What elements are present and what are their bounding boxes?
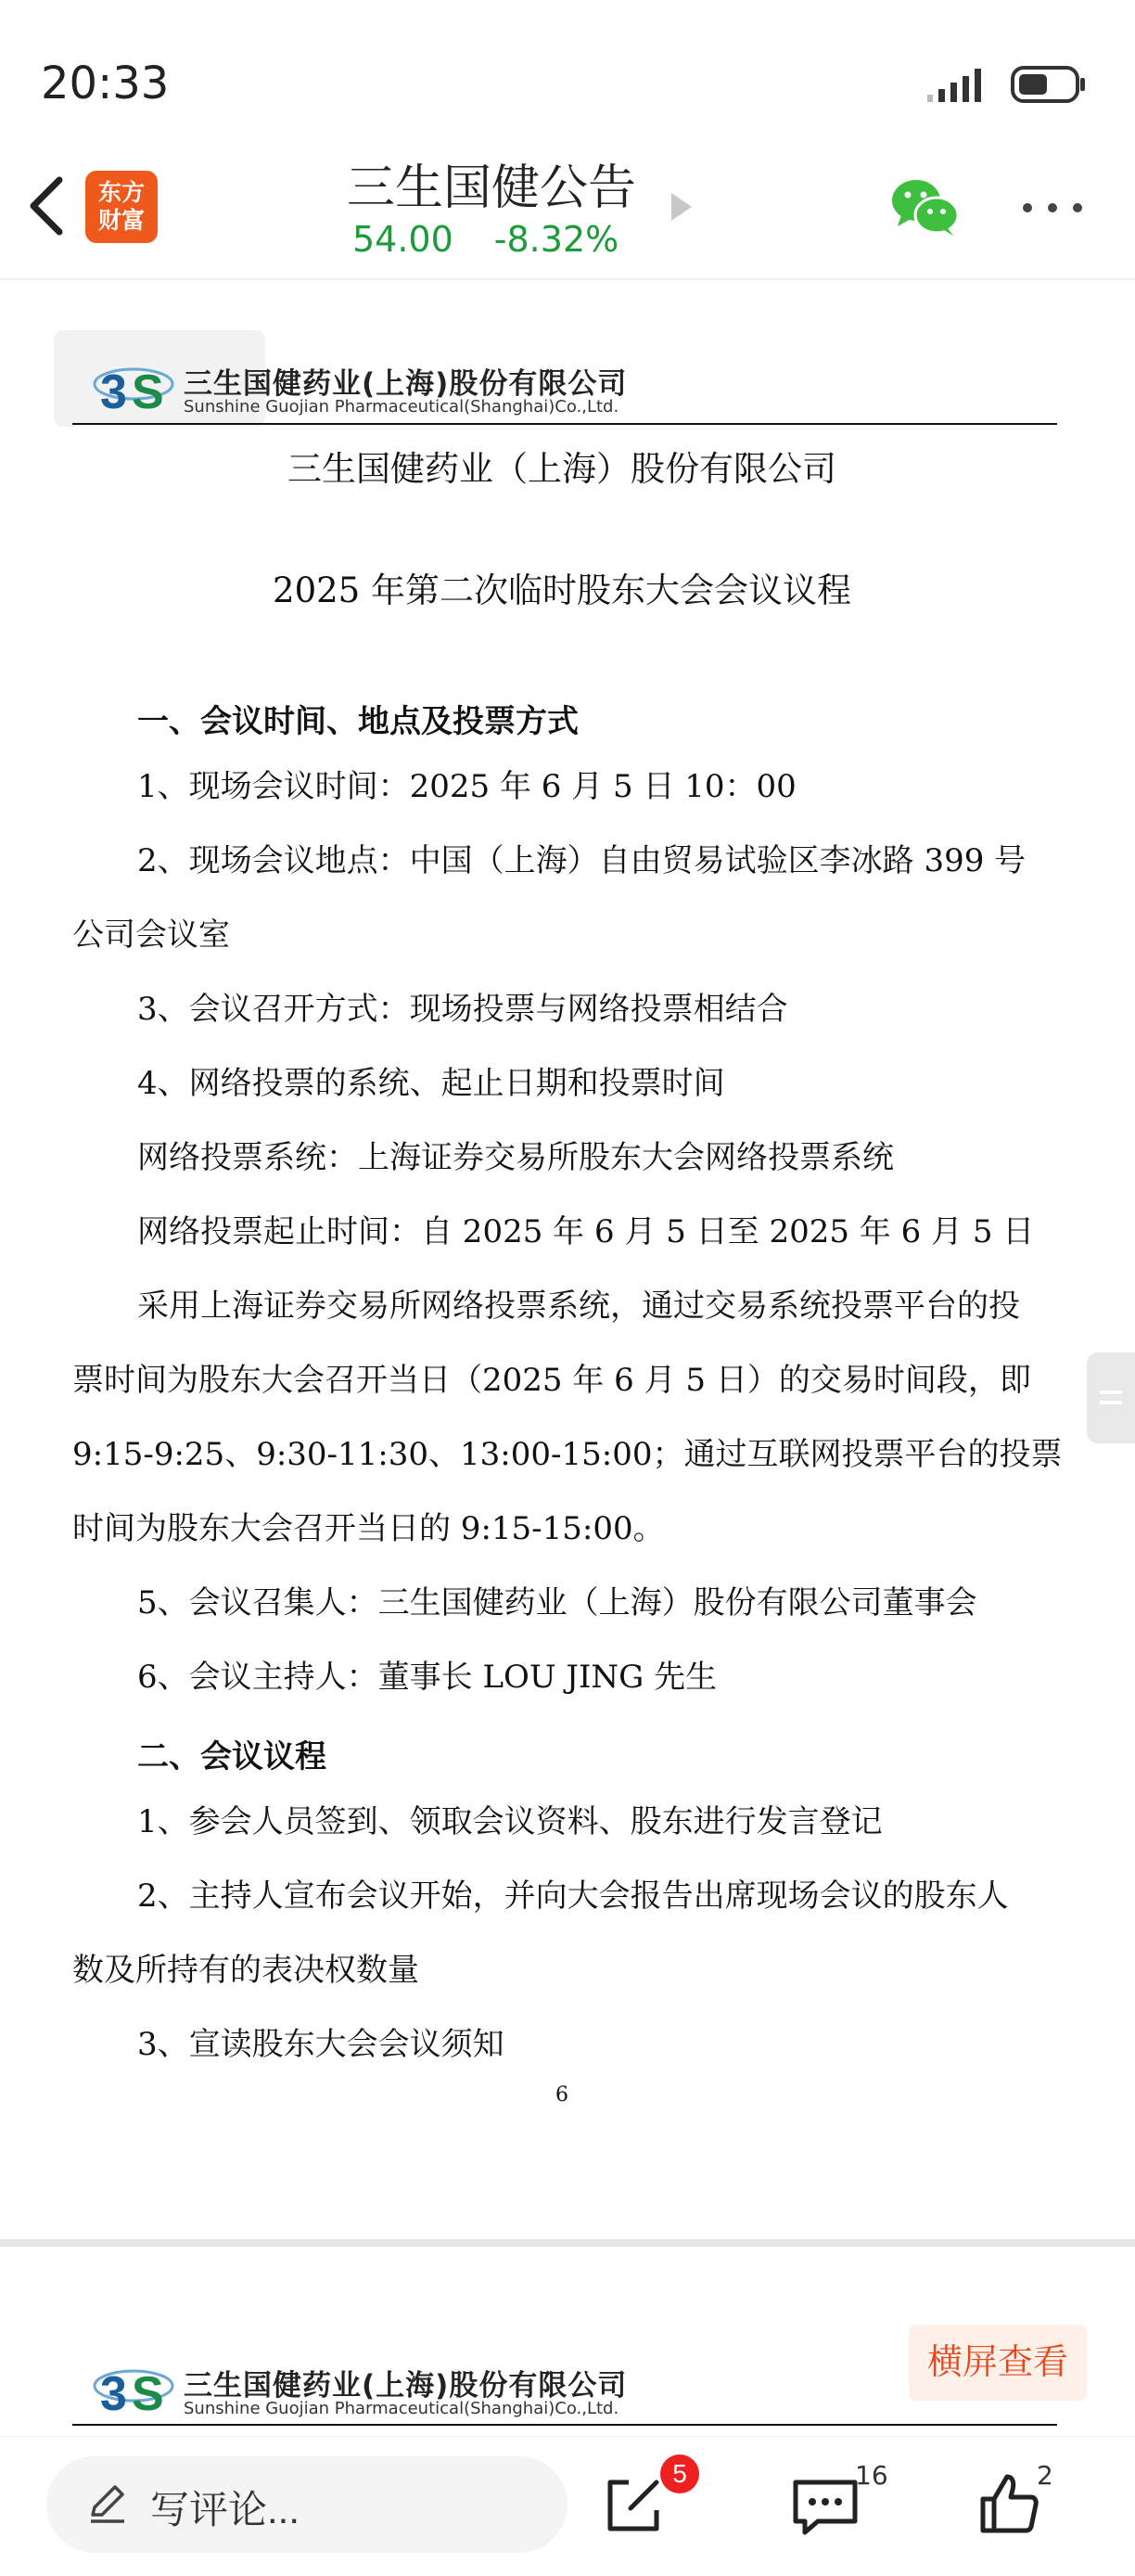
- company-logo: [74, 356, 723, 421]
- doc-line: 时间为股东大会召开当日的 9:15-15:00。: [72, 1510, 665, 1547]
- comments-count: 16: [855, 2460, 888, 2491]
- agenda-line: 2、主持人宣布会议开始，并向大会报告出席现场会议的股东人: [137, 1878, 1009, 1915]
- signal-icon: [927, 67, 994, 104]
- stock-quote: [352, 219, 631, 260]
- page-title: 三生国健公告: [346, 160, 636, 216]
- document-header-rule: [72, 423, 1057, 425]
- doc-line: 9:15-9:25、9:30-11:30、13:00-15:00；通过互联网投票平台的投票: [72, 1436, 1063, 1473]
- doc-line: 网络投票系统：上海证券交易所股东大会网络投票系统: [137, 1139, 894, 1176]
- agenda-line: 3、宣读股东大会会议须知: [137, 2026, 504, 2063]
- share-icon[interactable]: [601, 2471, 668, 2538]
- comments-icon[interactable]: [790, 2475, 861, 2538]
- logo-line1: 东方: [97, 179, 145, 206]
- doc-line: 采用上海证券交易所网络投票系统，通过交易系统投票平台的投: [137, 1288, 1020, 1325]
- header-divider: [0, 278, 1135, 280]
- agenda-line: 1、参会人员签到、领取会议资料、股东进行发言登记: [137, 1803, 883, 1840]
- landscape-view-button[interactable]: 横屏查看: [909, 2325, 1087, 2401]
- section-heading-1: 一、会议时间、地点及投票方式: [137, 703, 579, 740]
- company-logo-page2: [74, 2358, 723, 2423]
- back-button[interactable]: [19, 167, 78, 245]
- page-separator: [0, 2239, 1135, 2247]
- side-drawer-handle[interactable]: [1087, 1352, 1135, 1443]
- doc-line: 3、会议召开方式：现场投票与网络投票相结合: [137, 991, 788, 1028]
- doc-line: 2、现场会议地点：中国（上海）自由贸易试验区李冰路 399 号: [137, 842, 1027, 879]
- pencil-icon: [87, 2483, 128, 2524]
- page-number: 6: [555, 2083, 568, 2107]
- section-heading-2: 二、会议议程: [137, 1738, 326, 1775]
- doc-line: 票时间为股东大会召开当日（2025 年 6 月 5 日）的交易时间段，即: [72, 1362, 1031, 1399]
- svg-text:S: S: [132, 365, 164, 416]
- thumbs-up-icon[interactable]: [976, 2471, 1042, 2538]
- likes-count: 2: [1037, 2460, 1053, 2491]
- doc-line: 1、现场会议时间：2025 年 6 月 5 日 10：00: [137, 768, 797, 805]
- svg-text:3: 3: [100, 365, 127, 416]
- company-name: 三生国健药业（上海）股份有限公司: [287, 449, 836, 489]
- document-title: 2025 年第二次临时股东大会会议议程: [273, 570, 851, 610]
- play-arrow-icon[interactable]: [668, 191, 694, 223]
- company-logo-cn: 三生国健药业(上海)股份有限公司: [184, 2369, 628, 2403]
- stock-price: 54.00: [352, 219, 453, 260]
- doc-line: 5、会议召集人：三生国健药业（上海）股份有限公司董事会: [137, 1584, 977, 1621]
- comment-placeholder: 写评论...: [150, 2488, 300, 2531]
- company-logo-en: Sunshine Guojian Pharmaceutical(Shanghai)Co.,Ltd.: [184, 397, 619, 417]
- eastmoney-logo: [85, 171, 158, 243]
- status-time: 20:33: [41, 58, 170, 109]
- handle-lines-icon: [1100, 1388, 1122, 1408]
- battery-icon: [1011, 65, 1087, 104]
- svg-text:3: 3: [100, 2367, 127, 2417]
- company-logo-en: Sunshine Guojian Pharmaceutical(Shanghai)Co.,Ltd.: [184, 2399, 619, 2418]
- doc-line: 公司会议室: [72, 916, 230, 954]
- agenda-line: 数及所持有的表决权数量: [72, 1952, 419, 1989]
- stock-change: -8.32%: [493, 219, 619, 260]
- company-logo-cn: 三生国健药业(上海)股份有限公司: [184, 367, 628, 401]
- company-3s-logo-icon: [87, 356, 180, 416]
- wechat-share-icon[interactable]: [890, 176, 961, 237]
- doc-line: 6、会议主持人：董事长 LOU JING 先生: [137, 1659, 718, 1696]
- document-header-rule: [72, 2424, 1057, 2426]
- doc-line: 网络投票起止时间：自 2025 年 6 月 5 日至 2025 年 6 月 5 日: [137, 1213, 1035, 1250]
- company-3s-logo-icon: [87, 2358, 180, 2417]
- share-badge: 5: [660, 2454, 699, 2493]
- svg-text:S: S: [132, 2367, 164, 2417]
- doc-line: 4、网络投票的系统、起止日期和投票时间: [137, 1065, 725, 1102]
- more-options-icon[interactable]: [1020, 199, 1085, 217]
- logo-line2: 财富: [97, 207, 145, 234]
